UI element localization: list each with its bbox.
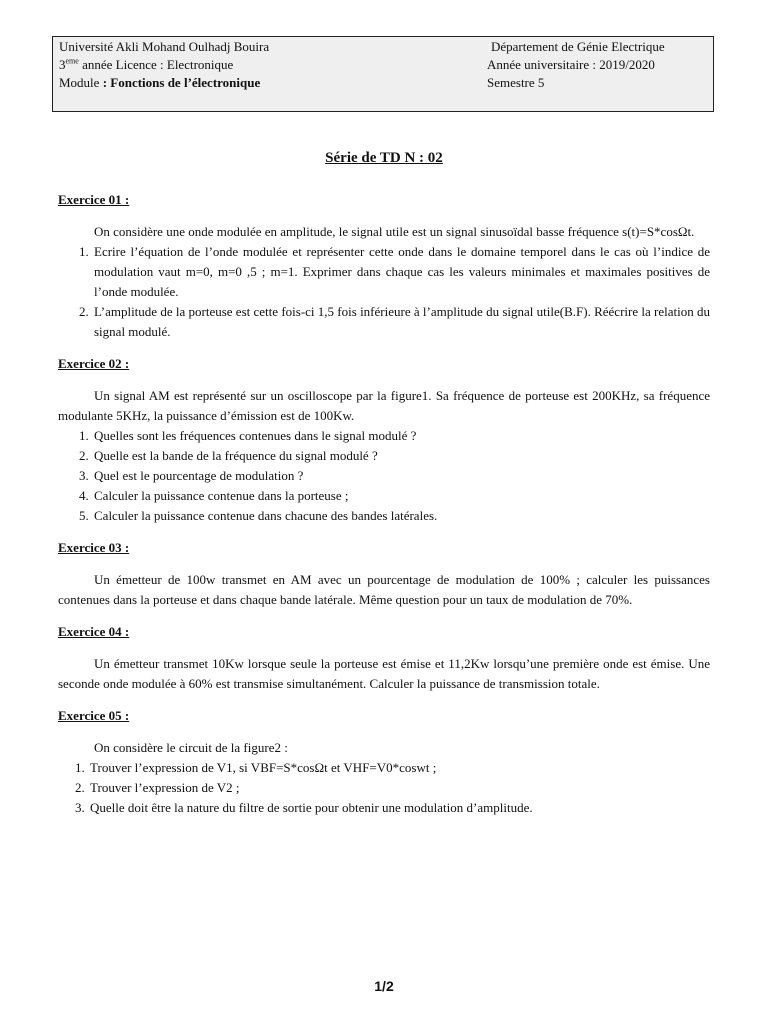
semester: Semestre 5 — [487, 75, 545, 90]
year-number: 3 — [59, 57, 66, 72]
exercise-title: Exercice 05 : — [58, 708, 130, 723]
question-item: 3. Quel est le pourcentage de modulation ? — [92, 466, 710, 486]
question-item: 4. Calculer la puissance contenue dans la porteuse ; — [92, 486, 710, 506]
question-item: 2. L’amplitude de la porteuse est cette fois-ci 1,5 fois inférieure à l’amplitude du signal utile(B.F). Réécrire la relation du signal modulé. — [92, 302, 710, 342]
question-list — [58, 758, 710, 818]
question-item: 2. Quelle est la bande de la fréquence du signal modulé ? — [92, 446, 710, 466]
exercise-list — [58, 190, 710, 830]
exercise-intro: Un émetteur de 100w transmet en AM avec un pourcentage de modulation de 100% ; calculer les puissances contenues dans la porteuse et dans chaque bande latérale. Même question pour un taux de modulation de 70%. — [58, 572, 710, 607]
question-list — [58, 242, 710, 342]
question-list — [58, 426, 710, 526]
question-item: 5. Calculer la puissance contenue dans chacune des bandes latérales. — [92, 506, 710, 526]
department-name: Département de Génie Electrique — [491, 39, 665, 54]
header-box — [52, 36, 714, 112]
exercise-intro: On considère une onde modulée en amplitude, le signal utile est un signal sinusoïdal basse fréquence s(t)=S*cosΩt. — [94, 224, 695, 239]
module-label: Module — [59, 75, 103, 90]
page-title: Série de TD N : 02 — [325, 150, 443, 166]
university-name: Université Akli Mohand Oulhadj Bouira — [59, 39, 270, 54]
module-name: : Fonctions de l’électronique — [102, 75, 261, 90]
question-item: 1. Quelles sont les fréquences contenues dans le signal modulé ? — [92, 426, 710, 446]
header-left — [59, 38, 269, 92]
academic-year: Année universitaire : 2019/2020 — [487, 57, 655, 72]
exercise-title: Exercice 04 : — [58, 624, 130, 639]
exercise-title: Exercice 03 : — [58, 540, 130, 555]
question-item: 2. Trouver l’expression de V2 ; — [88, 778, 710, 798]
year-rest: année Licence : Electronique — [78, 57, 234, 72]
question-item: 1. Trouver l’expression de V1, si VBF=S*cosΩt et VHF=V0*coswt ; — [88, 758, 710, 778]
exercise-01 — [58, 190, 710, 342]
module-line — [59, 74, 269, 92]
header-right — [487, 38, 665, 92]
exercise-02 — [58, 354, 710, 526]
exercise-title: Exercice 01 : — [58, 192, 130, 207]
exercise-intro: On considère le circuit de la figure2 : — [94, 740, 288, 755]
exercise-05 — [58, 706, 710, 818]
year-line — [59, 56, 269, 74]
exercise-intro: Un émetteur transmet 10Kw lorsque seule la porteuse est émise et 11,2Kw lorsqu’une première onde est émise. Une seconde onde modulée à 60% est transmise simultanément. Calculer la puissance de transmission totale. — [58, 656, 710, 691]
question-item: 3. Quelle doit être la nature du filtre de sortie pour obtenir une modulation d’amplitude. — [88, 798, 710, 818]
year-superscript: eme — [65, 56, 79, 66]
exercise-intro: Un signal AM est représenté sur un oscilloscope par la figure1. Sa fréquence de porteuse est 200KHz, sa fréquence modulante 5KHz, la puissance d’émission est de 100Kw. — [58, 388, 710, 423]
exercise-04 — [58, 622, 710, 694]
exercise-03 — [58, 538, 710, 610]
question-item: 1. Ecrire l’équation de l’onde modulée et représenter cette onde dans le domaine temporel dans le cas où l’indice de modulation vaut m=0, m=0 ,5 ; m=1. Exprimer dans chaque cas les valeurs minimales et maximales positives de l’onde modulée. — [92, 242, 710, 302]
page-number: 1/2 — [374, 978, 394, 994]
exercise-title: Exercice 02 : — [58, 356, 130, 371]
